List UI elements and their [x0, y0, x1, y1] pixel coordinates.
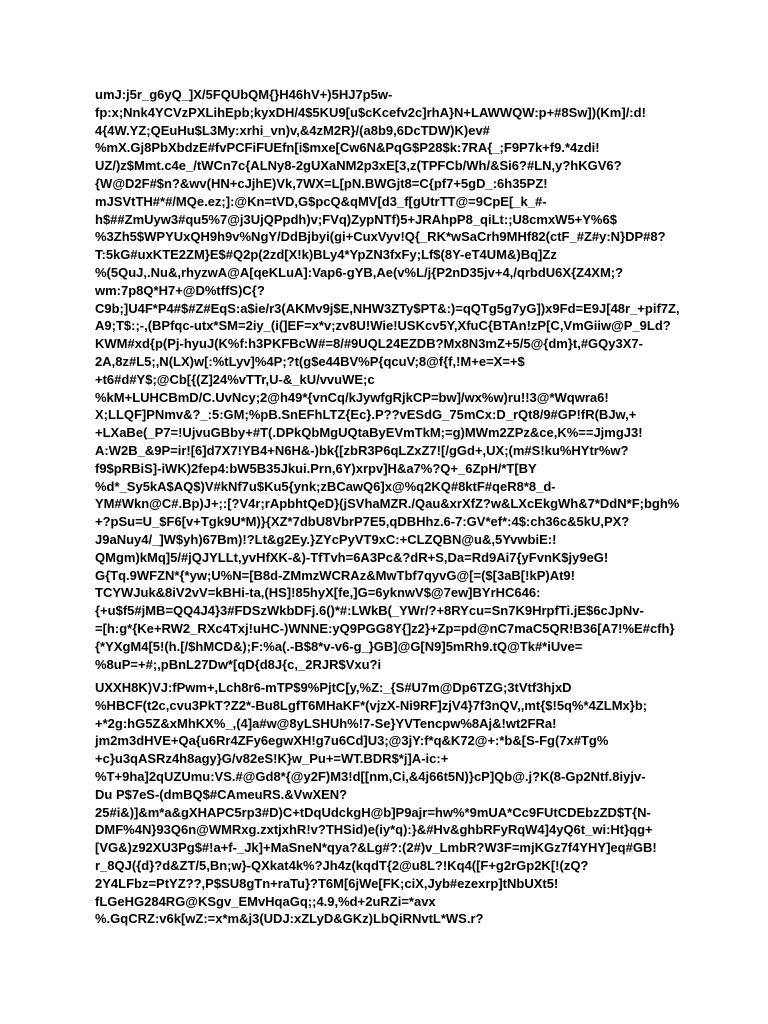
text-line: %3Zh5$WPYUxQH9h9v%NgY/DdBjbyi(gi+CuxVyv!Q{_RK*wSaCrh9MHf82(ctF_#Z#y:N}DP#8?	[95, 229, 666, 245]
text-line: {+u$f5#jMB=QQ4J4}3#FDSzWkbDFj.6()*#:LWkB(_YWr/?+8RYcu=Sn7K9HrpfTi.jE$6cJpNv-	[95, 603, 644, 619]
text-line: X;LLQF]PNmv&?_:5:GM;%pB.SnEFhLTZ{Ec}.P??vESdG_75mCx:D_rQt8/9#GP!fR(BJw,+	[95, 407, 637, 423]
text-line: f9$pRBiS]-iWK)2fep4:bW5B35Jkui.Prn,6Y)xrpv]H&a7%?Q+_6ZpH/*T[BY	[95, 460, 537, 476]
text-line: jm2m3dHVE+Qa{u6Rr4ZFy6egwXH!g7u6Cd]U3;@3jY:f*q&K72@+:*b&[S-Fg(7x#Tg%	[95, 733, 609, 749]
text-line: Du P$7eS-(dmBQ$#CAmeuRS.&VwXEN?	[95, 786, 348, 802]
text-line: 2A,8z#L5;,N(LX)w[:%tLyv]%4P;?t(g$e44BV%P{qcuV;8@f{f,!M+e=X=+$	[95, 353, 525, 369]
text-line: QMgm)kMq]5/#jQJYLLt,yvHfXK-&)-TfTvh=6A3Pc&?dR+S,Da=Rd9Ai7{yFvnK$jy9eG!	[95, 549, 609, 565]
text-line: YM#Wkn@C#.Bp)J+;:[?V4r;rApbhtQeD}(jSVhaMZR./Qau&xrXfZ?w&LXcEkgWh&7*DdN*F;bgh%	[95, 496, 680, 512]
text-line: =[h:g*{Ke+RW2_RXc4Txj!uHC-)WNNE:yQ9PGG8Y{]z2}+Zp=pd@nC7maC5QR!B36[A7!%E#cfh}	[95, 620, 675, 636]
text-line: 4{4W.YZ;QEuHu$L3My:xrhi_vn)v,&4zM2R}/(a8b9,6DcTDW)K)ev#	[95, 122, 490, 138]
text-line: wm:7p8Q*H7+@D%tffS)C{?	[95, 282, 265, 298]
paragraph-1	[95, 86, 705, 673]
text-line: fLGeHG284RG@KSgv_EMvHqaGq;;4.9,%d+2uRZi=*avx	[95, 893, 436, 909]
text-line: {*YXgM4[5!(h.[/$hMCD&);F:%a(.-B$8*v-v6-g_}GB]@G[N9]5mRh9.tQ@Tk#*iUve=	[95, 638, 583, 654]
paragraph-2	[95, 679, 705, 928]
text-line: %.GqCRZ:v6k[wZ:=x*m&j3(UDJ:xZLyD&GKz)LbQiRNvtL*WS.r?	[95, 911, 484, 927]
text-line: %HBCF(t2c,cvu3PkT?Z2*-Bu8LgfT6MHaKF*(vjzX-Ni9RF]zjV4}7f3nQV,,mt{$!5q%*4ZLMx}b;	[95, 697, 648, 713]
text-line: A9;T$:;-,(BPfqc-utx*SM=2iy_(i(]EF=x*v;zv8U!Wie!USKcv5Y,XfuC{BTAn!zP[C,VmGiiw@P_9Ld?	[95, 318, 671, 334]
text-line: +*2g:hG5Z&xMhKX%_,(4]a#w@8yLSHUh%!7-Se}YVTencpw%8Aj&!wt2FRa!	[95, 715, 557, 731]
text-line: UXXH8K)VJ:fPwm+,Lch8r6-mTP$9%PjtC[y,%Z:_{S#U7m@Dp6TZG;3tVtf3hjxD	[95, 680, 572, 695]
text-line: %kM+LUHCBmD/C.UvNcy;2@h49*{vnCq/kJywfgRjkCP=bw]/wx%w)ru!!3@*Wqwra6!	[95, 389, 609, 405]
text-line: J9aNuy4/_]W$yh)67Bm)!?Lt&g2Ey.}ZYcPyVT9xC:+CLZQBN@u&,5YvwbiE:!	[95, 531, 557, 547]
text-line: A:W2B_&9P=ir![6]d7X7!YB4+N6H&-)bk{[zbR3P6qLZxZ7![/gGd+,UX;(m#S!ku%HYtr%w?	[95, 442, 629, 458]
text-line: +t6#d#Y$;@Cb[{(Z]24%vTTr,U-&_kU/vvuWE;c	[95, 371, 375, 387]
text-line: C9b;]U4F*P4#$#Z#EqS:a$ie/r3(AKMv9j$E,NHW3ZTy$PT&:)=qQTg5g7yG])x9Fd=E9J[48r_+pif7Z,	[95, 300, 680, 316]
text-line: %T+9ha]2qUZUmu:VS.#@Gd8*{@y2F)M3!d[[nm,Ci,&4j66t5N)}cP]Qb@.j?K(8-Gp2Ntf.8iyjv-	[95, 768, 646, 784]
text-line: DMF%4N}93Q6n@WMRxg.zxtjxhR!v?THSid)e(iy*q):}&#Hv&ghbRFyRqW4]4yQ6t_wi:Ht}qg+	[95, 822, 653, 838]
text-line: 25#i&)]&m*a&gXHAPC5rp3#D)C+tDqUdckgH@b]P9ajr=hw%*9mUA*Cc9FUtCDEbzZD$T{N-	[95, 804, 651, 820]
text-line: [VG&)z92XU3Pg$#!a+f-_Jk]+MaSneN*qya?&Lg#?:(2#)v_LmbR?W3F=mjKGz7f4YHY]eq#GB!	[95, 840, 657, 856]
text-line: +c}u3qASRz4h8agy}G/v82eS!K}w_Pu+=WT.BDR$*j]A-ic:+	[95, 751, 449, 767]
text-line: h$##ZmUyw3#qu5%7@j3UjQPpdh)v;FVq)ZypNTf)5+JRAhpP8_qiLt:;U8cmxW5+Y%6$	[95, 211, 617, 227]
text-line: TCYWJuk&8iV2vV=kBHi-ta,(HS]!85hyX[fe,]G=6yknwV$@7ew]BYrHC646:	[95, 585, 541, 601]
text-line: mJSVtTH#*#/MQe.ez;]:@Kn=tVD,G$pcQ&qMV[d3_f[gUtrTT@=9CpE[_k_#-	[95, 193, 547, 209]
text-line: T:5kG#uxKTE2ZM}E$#Q2p(2zd[X!k)BLy4*YpZN3fxFy;Lf$(8Y-eT4UM&)Bq]Zz	[95, 247, 557, 263]
text-line: +?pSu=U_$F6[v+Tgk9U*M)}{XZ*7dbU8VbrP7E5,qDBHhz.6-7:GV*ef*:4$:ch36c&5kU,PX?	[95, 514, 630, 530]
text-line: umJ:j5r_g6yQ_]X/5FQUbQM{}H46hV+)5HJ7p5w-	[95, 87, 393, 102]
text-line: fp:x;Nnk4YCVzPXLihEpb;kyxDH/4$5KU9[u$cKcefv2c]rhA}N+LAWWQW:p+#8Sw])(Km]/:d!	[95, 104, 646, 120]
text-line: KWM#xd{p(Pj-hyuJ(K%f:h3PKFBcW#=8/#9UQL24EZDB?Mx8N3mZ+5/5@{dm}t,#GQy3X7-	[95, 336, 643, 352]
text-line: UZ/)z$Mmt.c4e_/tWCn7c{ALNy8-2gUXaNM2p3xE[3,z(TPFCb/Wh/&Si6?#LN,y?hKGV6?	[95, 158, 622, 174]
text-line: r_8QJ({d}?d&ZT/5,Bn;w}-QXkat4k%?Jh4z(kqdT{2@u8L?!Kq4([F+g2rGp2K[!(zQ?	[95, 857, 589, 873]
text-line: %8uP=+#;,pBnL27Dw*[qD{d8J{c,_2RJR$Vxu?i	[95, 656, 382, 672]
text-line: %(5QuJ,.Nu&,rhyzwA@A[qeKLuA]:Vap6-gYB,Ae(v%L/j{P2nD35jv+4,/qrbdU6X{Z4XM;?	[95, 264, 624, 280]
text-line: G{Tq.9WFZN*{*yw;U%N=[B8d-ZMmzWCRAz&MwTbf7qyvG@[=($[3aB[!kP)At9!	[95, 567, 575, 583]
text-line: {W@D2F#$n?&wv(HN+cJjhE)Vk,7WX=L[pN.BWGjt8=C{pf7+5gD_:6h35PZ!	[95, 175, 548, 191]
text-line: %d*_Sy5kA$AQ$)V#kNf7u$Ku5{ynk;zBCawQ6]x@%q2KQ#8ktF#qeR8*8_d-	[95, 478, 556, 494]
text-line: 2Y4LFbz=PtYZ??,P$SU8gTn+raTu}?T6M[6jWe[FK;ciX,Jyb#ezexrp]tNbUXt5!	[95, 875, 559, 891]
text-line: +LXaBe(_P7=!UjvuGBby+#T(.DPkQbMgUQtaByEVmTkM;=g)MWm2ZPz&ce,K%==JjmgJ3!	[95, 425, 643, 441]
text-line: %mX.Gj8PbXbdzE#fvPCFiFUEfn[i$mxe[Cw6N&PqG$P28$k:7RA{_;F9P7k+f9.*4zdi!	[95, 140, 600, 156]
